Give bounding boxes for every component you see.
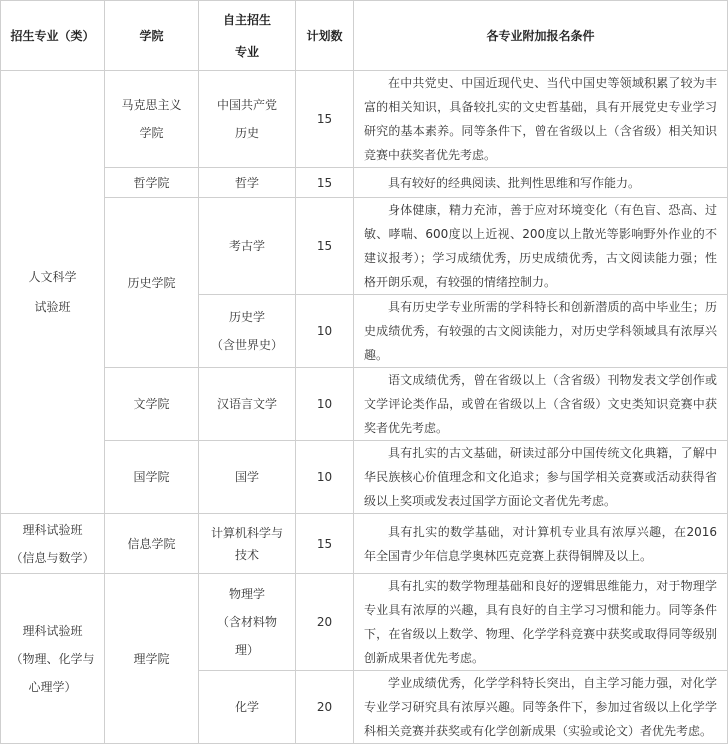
major-name-line: 物理学: [228, 587, 265, 601]
condition-text: 具有扎实的数学物理基础和良好的逻辑思维能力，对于物理学专业具有浓厚的兴趣，具有良好的自主学习习惯和能力。同等条件下，在省级以上数学、物理、化学学科竞赛中获奖或取得同等级别创新成果者优先考虑。: [364, 579, 717, 665]
major-name-line: 哲学: [234, 175, 259, 190]
major-cell: [199, 368, 296, 441]
college-cell: [105, 368, 199, 441]
major-name-line: 国学: [234, 470, 259, 484]
major-cell: [199, 514, 296, 574]
category-name-line: 理科试验班: [22, 522, 83, 537]
college-cell: [105, 168, 199, 198]
table-row: [1, 368, 728, 441]
college-name-line: 历史学院: [127, 275, 176, 290]
major-cell: [199, 295, 296, 368]
major-name-line: 历史: [234, 126, 259, 140]
header-row: [1, 1, 728, 71]
condition-cell: [354, 441, 728, 514]
category-name-line: 人文科学: [28, 270, 77, 284]
table-row: [1, 168, 728, 198]
major-name-line: （含世界史）: [210, 338, 283, 352]
college-cell: [105, 71, 199, 168]
condition-cell: [354, 71, 728, 168]
major-name-line: 计算机科学与: [210, 525, 283, 540]
header-plan: 计划数: [296, 1, 354, 71]
category-name-line: 试验班: [34, 300, 71, 314]
major-category-cell: [1, 71, 105, 514]
condition-cell: [354, 671, 728, 744]
table-row: [1, 574, 728, 671]
major-cell: [199, 71, 296, 168]
header-college: 学院: [105, 1, 199, 71]
header-self-major-line2: 专业: [234, 44, 259, 59]
condition-cell: [354, 368, 728, 441]
table-row: [1, 441, 728, 514]
major-cell: [199, 671, 296, 744]
condition-text: 具有扎实的古文基础，研读过部分中国传统文化典籍，了解中华民族核心价值理念和文化追求；参与国学相关竞赛或活动获得省级以上奖项或发表过国学方面论文者优先考虑。: [364, 446, 717, 508]
condition-cell: [354, 168, 728, 198]
table-row: [1, 71, 728, 168]
plan-cell: 15: [296, 198, 354, 295]
major-name-line: 中国共产党: [216, 98, 277, 112]
header-self-major-line1: 自主招生: [222, 12, 271, 27]
major-name-line: 技术: [234, 547, 259, 562]
plan-cell: 10: [296, 368, 354, 441]
major-name-line: 理）: [234, 643, 259, 657]
plan-cell: 10: [296, 295, 354, 368]
college-name-line: 哲学院: [133, 175, 170, 190]
condition-text: 学业成绩优秀，化学学科特长突出，自主学习能力强，对化学专业学习研究具有浓厚兴趣。同等条件下，参加过省级以上化学学科相关竞赛并获奖或有化学创新成果（实验或论文）者优先考虑。: [364, 676, 717, 738]
condition-text: 具有扎实的数学基础，对计算机专业具有浓厚兴趣，在2016年全国青少年信息学奥林匹克竞赛上获得铜牌及以上。: [364, 524, 717, 563]
college-name-line: 学院: [139, 126, 164, 140]
condition-text: 具有历史学专业所需的学科特长和创新潜质的高中毕业生；历史成绩优秀，有较强的古文阅读能力，对历史学科领域具有浓厚兴趣。: [364, 300, 717, 362]
condition-text: 身体健康，精力充沛，善于应对环境变化（有色盲、恐高、过敏、哮喘、600度以上近视、200度以上散光等影响野外作业的不建议报考）；学习成绩优秀，历史成绩优秀，古文阅读能力强；性格开朗乐观，有较强的情绪控制力。: [364, 203, 717, 289]
college-name-line: 理学院: [133, 651, 170, 666]
college-name-line: 国学院: [133, 470, 170, 484]
major-name-line: 历史学: [228, 310, 265, 324]
major-cell: [199, 441, 296, 514]
college-cell: [105, 514, 199, 574]
major-category-cell: [1, 574, 105, 744]
header-self-major: [199, 1, 296, 71]
category-name-line: 理科试验班: [22, 623, 83, 638]
college-name-line: 马克思主义: [121, 98, 182, 112]
major-cell: [199, 168, 296, 198]
major-cell: [199, 574, 296, 671]
major-name-line: （含材料物: [216, 615, 277, 629]
condition-text: 语文成绩优秀，曾在省级以上（含省级）刊物发表文学创作或文学评论类作品，或曾在省级以上（含省级）文史类知识竞赛中获奖者优先考虑。: [364, 373, 717, 435]
header-conditions: 各专业附加报名条件: [354, 1, 728, 71]
category-name-line: （信息与数学）: [10, 550, 95, 565]
major-name-line: 考古学: [228, 239, 265, 253]
college-cell: [105, 574, 199, 744]
major-name-line: 化学: [234, 700, 259, 714]
category-name-line: （物理、化学与: [10, 651, 95, 666]
college-cell: [105, 198, 199, 368]
table-row: [1, 198, 728, 295]
header-major-category: 招生专业（类）: [1, 1, 105, 71]
condition-cell: [354, 514, 728, 574]
plan-cell: 15: [296, 168, 354, 198]
condition-cell: [354, 574, 728, 671]
plan-cell: 10: [296, 441, 354, 514]
major-name-line: 汉语言文学: [216, 397, 277, 411]
condition-text: 在中共党史、中国近现代史、当代中国史等领域积累了较为丰富的相关知识，具备较扎实的文史哲基础，具有开展党史专业学习研究的基本素养。同等条件下，曾在省级以上（含省级）相关知识竞赛中获奖者优先考虑。: [364, 76, 717, 162]
plan-cell: 20: [296, 671, 354, 744]
major-cell: [199, 198, 296, 295]
plan-cell: 15: [296, 71, 354, 168]
plan-cell: 15: [296, 514, 354, 574]
college-cell: [105, 441, 199, 514]
table-row: [1, 514, 728, 574]
category-name-line: 心理学）: [28, 679, 77, 694]
college-name-line: 文学院: [133, 397, 170, 411]
condition-cell: [354, 295, 728, 368]
condition-text: 具有较好的经典阅读、批判性思维和写作能力。: [388, 175, 641, 190]
condition-cell: [354, 198, 728, 295]
plan-cell: 20: [296, 574, 354, 671]
college-name-line: 信息学院: [127, 536, 176, 551]
major-category-cell: [1, 514, 105, 574]
